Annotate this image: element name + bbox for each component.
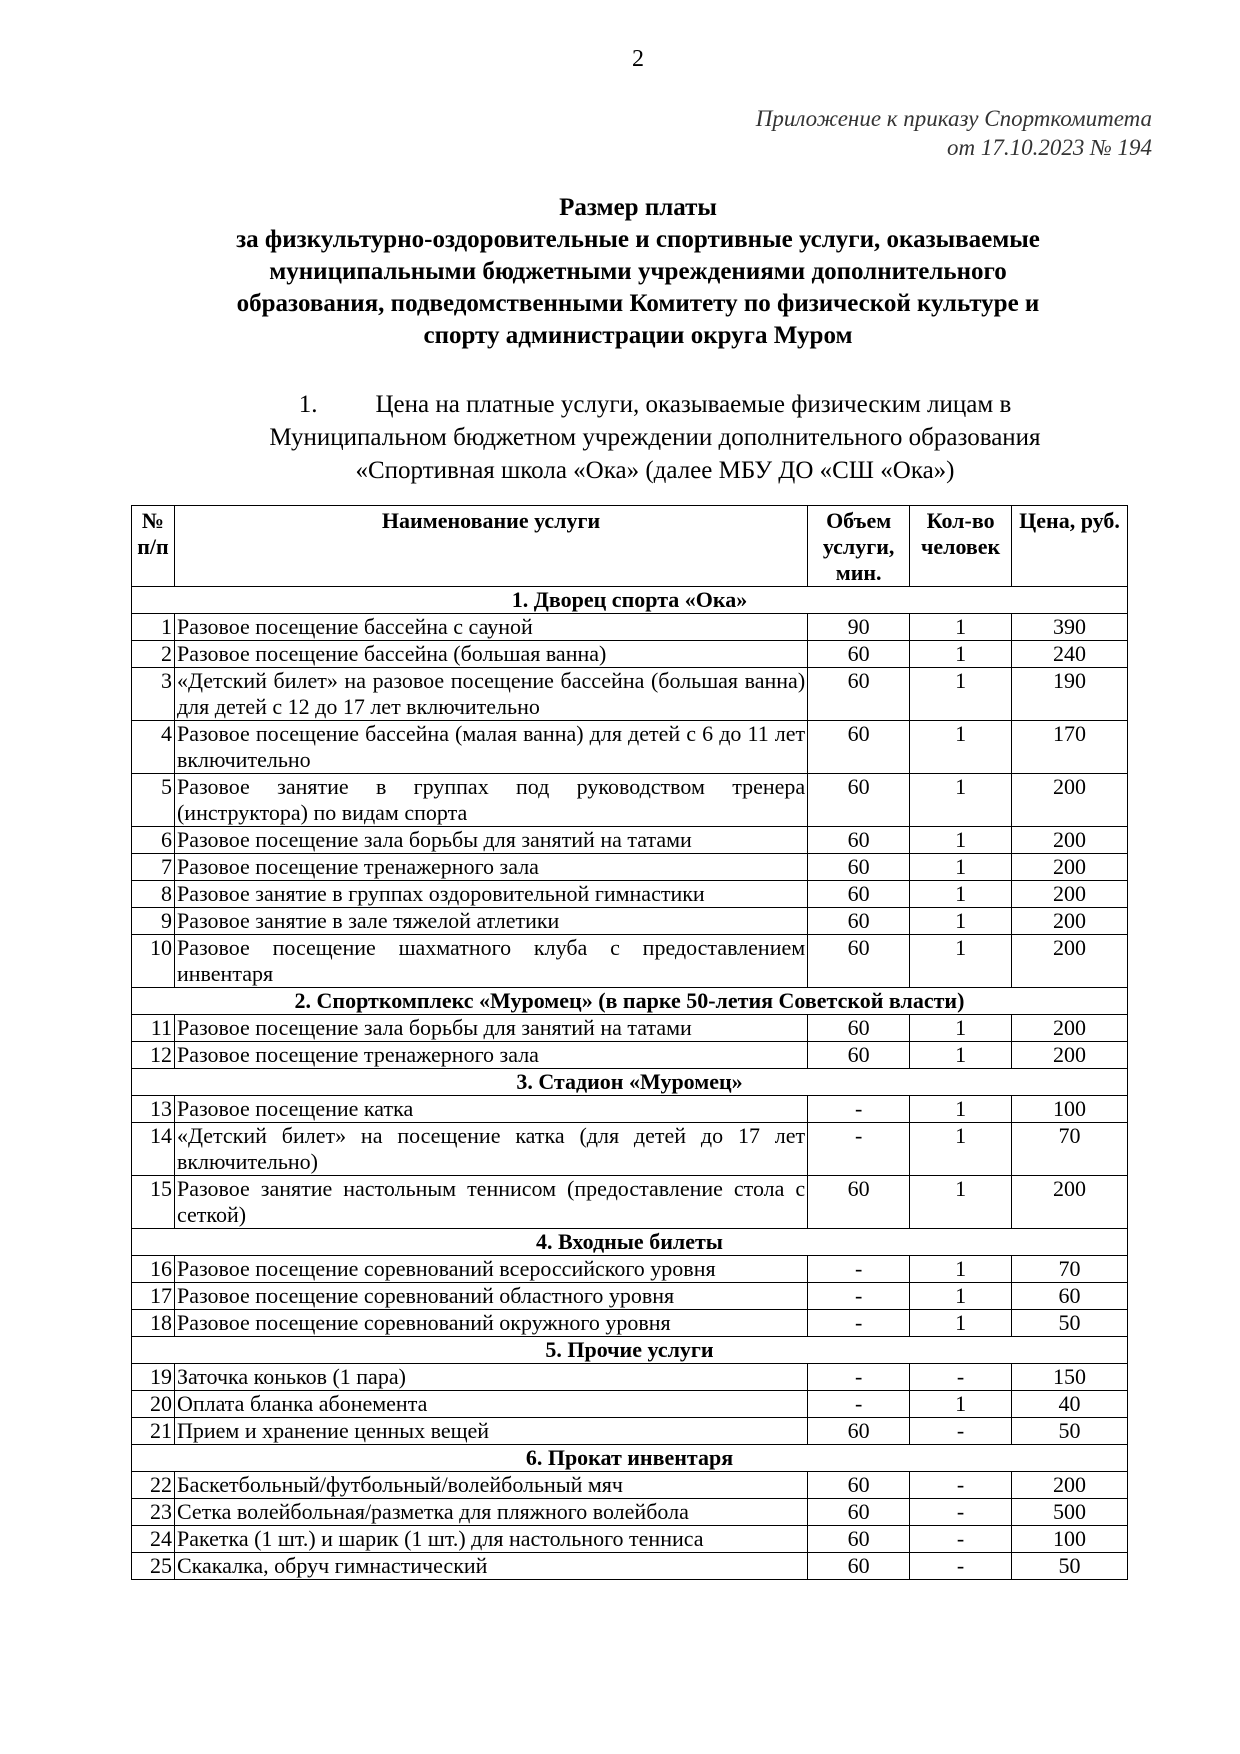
cell-num: 22 [132,1472,175,1499]
table-group-row [132,1337,1128,1364]
table-row [132,881,1128,908]
table-body [132,587,1128,1580]
cell-service-name: Разовое занятие в группах под руководством тренера (инструктора) по видам спорта [174,774,807,827]
table-row [132,1499,1128,1526]
section-line-1: Цена на платные услуги, оказываемые физическим лицам в [375,391,1012,418]
cell-num: 12 [132,1042,175,1069]
cell-price: 60 [1012,1283,1128,1310]
cell-price: 200 [1012,1015,1128,1042]
cell-num: 11 [132,1015,175,1042]
cell-volume: - [808,1123,910,1176]
appendix-line-2: от 17.10.2023 № 194 [946,135,1152,160]
cell-num: 19 [132,1364,175,1391]
cell-service-name: Разовое посещение зала борьбы для занятий на татами [174,827,807,854]
cell-service-name: Разовое посещение тренажерного зала [174,854,807,881]
cell-service-name: Разовое посещение катка [174,1096,807,1123]
cell-people: 1 [910,935,1012,988]
cell-num: 21 [132,1418,175,1445]
cell-people: 1 [910,827,1012,854]
cell-price: 200 [1012,1472,1128,1499]
cell-service-name: Разовое занятие в зале тяжелой атлетики [174,908,807,935]
cell-price: 200 [1012,1042,1128,1069]
table-row [132,1256,1128,1283]
table-row [132,1123,1128,1176]
cell-service-name: Разовое посещение тренажерного зала [174,1042,807,1069]
cell-service-name: Разовое посещение зала борьбы для занятий на татами [174,1015,807,1042]
group-title: 5. Прочие услуги [132,1337,1128,1364]
table-row [132,1015,1128,1042]
cell-num: 3 [132,668,175,721]
table-row [132,1526,1128,1553]
cell-people: 1 [910,854,1012,881]
cell-volume: - [808,1283,910,1310]
cell-volume: 90 [808,614,910,641]
cell-price: 50 [1012,1553,1128,1580]
cell-people: 1 [910,614,1012,641]
group-title: 2. Спорткомплекс «Муромец» (в парке 50-летия Советской власти) [132,988,1128,1015]
group-title: 1. Дворец спорта «Ока» [132,587,1128,614]
cell-volume: - [808,1256,910,1283]
cell-price: 70 [1012,1256,1128,1283]
cell-people: - [910,1526,1012,1553]
title-line-1: Размер платы [559,194,717,221]
table-row [132,614,1128,641]
cell-service-name: Разовое посещение соревнований окружного уровня [174,1310,807,1337]
cell-service-name: «Детский билет» на посещение катка (для детей до 17 лет включительно) [174,1123,807,1176]
cell-service-name: Ракетка (1 шт.) и шарик (1 шт.) для настольного тенниса [174,1526,807,1553]
table-row [132,1553,1128,1580]
cell-volume: 60 [808,881,910,908]
cell-volume: 60 [808,1015,910,1042]
cell-service-name: Разовое посещение бассейна (малая ванна) для детей с 6 до 11 лет включительно [174,721,807,774]
cell-people: 1 [910,668,1012,721]
cell-volume: 60 [808,641,910,668]
cell-num: 1 [132,614,175,641]
title-line-4: образования, подведомственными Комитету по физической культуре и [236,290,1040,317]
table-row [132,1364,1128,1391]
cell-volume: 60 [808,1418,910,1445]
cell-people: 1 [910,1283,1012,1310]
cell-num: 24 [132,1526,175,1553]
cell-num: 7 [132,854,175,881]
cell-num: 2 [132,641,175,668]
cell-num: 25 [132,1553,175,1580]
cell-service-name: Разовое занятие в группах оздоровительной гимнастики [174,881,807,908]
cell-num: 17 [132,1283,175,1310]
cell-price: 240 [1012,641,1128,668]
cell-people: - [910,1553,1012,1580]
table-row [132,1176,1128,1229]
section-heading [190,388,1120,487]
cell-people: 1 [910,1096,1012,1123]
cell-service-name: Прием и хранение ценных вещей [174,1418,807,1445]
cell-volume: 60 [808,1553,910,1580]
cell-service-name: Разовое посещение бассейна с сауной [174,614,807,641]
cell-people: 1 [910,1042,1012,1069]
table-row [132,1472,1128,1499]
header-num: № п/п [132,506,175,587]
cell-people: 1 [910,1176,1012,1229]
cell-price: 100 [1012,1096,1128,1123]
table-row [132,1310,1128,1337]
title-line-2: за физкультурно-оздоровительные и спортивные услуги, оказываемые [236,226,1040,253]
header-name: Наименование услуги [174,506,807,587]
cell-people: - [910,1499,1012,1526]
cell-service-name: Разовое занятие настольным теннисом (предоставление стола с сеткой) [174,1176,807,1229]
title-line-5: спорту администрации округа Муром [423,322,853,349]
cell-volume: 60 [808,1042,910,1069]
section-line-3: «Спортивная школа «Ока» (далее МБУ ДО «СШ «Ока») [355,457,955,484]
cell-num: 16 [132,1256,175,1283]
cell-people: - [910,1472,1012,1499]
title-line-3: муниципальными бюджетными учреждениями дополнительного [269,258,1007,285]
header-people: Кол-во человек [910,506,1012,587]
cell-price: 200 [1012,935,1128,988]
cell-price: 70 [1012,1123,1128,1176]
cell-price: 200 [1012,908,1128,935]
table-row [132,641,1128,668]
cell-volume: - [808,1364,910,1391]
cell-service-name: Сетка волейбольная/разметка для пляжного волейбола [174,1499,807,1526]
table-row [132,935,1128,988]
group-title: 4. Входные билеты [132,1229,1128,1256]
table-group-row [132,1069,1128,1096]
document-title [150,192,1126,352]
cell-num: 8 [132,881,175,908]
cell-volume: 60 [808,774,910,827]
cell-volume: 60 [808,908,910,935]
cell-price: 200 [1012,1176,1128,1229]
cell-volume: 60 [808,1176,910,1229]
cell-price: 200 [1012,774,1128,827]
cell-service-name: Баскетбольный/футбольный/волейбольный мяч [174,1472,807,1499]
cell-num: 15 [132,1176,175,1229]
cell-price: 40 [1012,1391,1128,1418]
cell-people: 1 [910,641,1012,668]
appendix-reference [756,104,1152,162]
cell-service-name: Разовое посещение шахматного клуба с предоставлением инвентаря [174,935,807,988]
cell-people: 1 [910,721,1012,774]
cell-price: 190 [1012,668,1128,721]
cell-people: 1 [910,1123,1012,1176]
cell-service-name: Оплата бланка абонемента [174,1391,807,1418]
cell-people: 1 [910,774,1012,827]
cell-service-name: Разовое посещение соревнований областного уровня [174,1283,807,1310]
cell-price: 170 [1012,721,1128,774]
cell-volume: - [808,1310,910,1337]
table-row [132,721,1128,774]
cell-people: 1 [910,1015,1012,1042]
table-row [132,1418,1128,1445]
table-row [132,668,1128,721]
appendix-line-1: Приложение к приказу Спорткомитета [755,106,1152,131]
cell-service-name: Заточка коньков (1 пара) [174,1364,807,1391]
cell-volume: 60 [808,827,910,854]
cell-price: 50 [1012,1310,1128,1337]
cell-price: 200 [1012,827,1128,854]
cell-price: 50 [1012,1418,1128,1445]
table-row [132,854,1128,881]
table-row [132,1391,1128,1418]
cell-service-name: Разовое посещение соревнований всероссийского уровня [174,1256,807,1283]
cell-num: 18 [132,1310,175,1337]
cell-num: 5 [132,774,175,827]
table-row [132,827,1128,854]
header-price: Цена, руб. [1012,506,1128,587]
cell-num: 23 [132,1499,175,1526]
cell-people: 1 [910,1256,1012,1283]
cell-volume: - [808,1391,910,1418]
table-group-row [132,988,1128,1015]
cell-volume: 60 [808,854,910,881]
cell-price: 100 [1012,1526,1128,1553]
cell-num: 4 [132,721,175,774]
price-table [131,505,1128,1580]
cell-price: 150 [1012,1364,1128,1391]
cell-volume: 60 [808,1526,910,1553]
table-row [132,1096,1128,1123]
section-line-2: Муниципальном бюджетном учреждении дополнительного образования [269,424,1041,451]
cell-volume: 60 [808,935,910,988]
cell-num: 9 [132,908,175,935]
cell-price: 500 [1012,1499,1128,1526]
table-group-row [132,1229,1128,1256]
group-title: 3. Стадион «Муромец» [132,1069,1128,1096]
group-title: 6. Прокат инвентаря [132,1445,1128,1472]
cell-people: - [910,1364,1012,1391]
cell-people: 1 [910,881,1012,908]
cell-volume: 60 [808,1499,910,1526]
cell-service-name: Разовое посещение бассейна (большая ванна) [174,641,807,668]
cell-price: 200 [1012,881,1128,908]
cell-price: 200 [1012,854,1128,881]
cell-service-name: «Детский билет» на разовое посещение бассейна (большая ванна) для детей с 12 до 17 лет включительно [174,668,807,721]
section-number: 1. [298,391,318,418]
cell-people: - [910,1418,1012,1445]
page-number: 2 [632,46,644,72]
cell-num: 13 [132,1096,175,1123]
cell-service-name: Скакалка, обруч гимнастический [174,1553,807,1580]
cell-people: 1 [910,908,1012,935]
cell-volume: 60 [808,1472,910,1499]
cell-num: 6 [132,827,175,854]
cell-price: 390 [1012,614,1128,641]
cell-volume: 60 [808,668,910,721]
table-header-row [132,506,1128,587]
cell-num: 20 [132,1391,175,1418]
table-row [132,1042,1128,1069]
cell-people: 1 [910,1310,1012,1337]
cell-volume: - [808,1096,910,1123]
table-row [132,1283,1128,1310]
header-volume: Объем услуги, мин. [808,506,910,587]
cell-people: 1 [910,1391,1012,1418]
table-group-row [132,1445,1128,1472]
cell-num: 10 [132,935,175,988]
table-group-row [132,587,1128,614]
cell-num: 14 [132,1123,175,1176]
table-row [132,908,1128,935]
table-row [132,774,1128,827]
cell-volume: 60 [808,721,910,774]
